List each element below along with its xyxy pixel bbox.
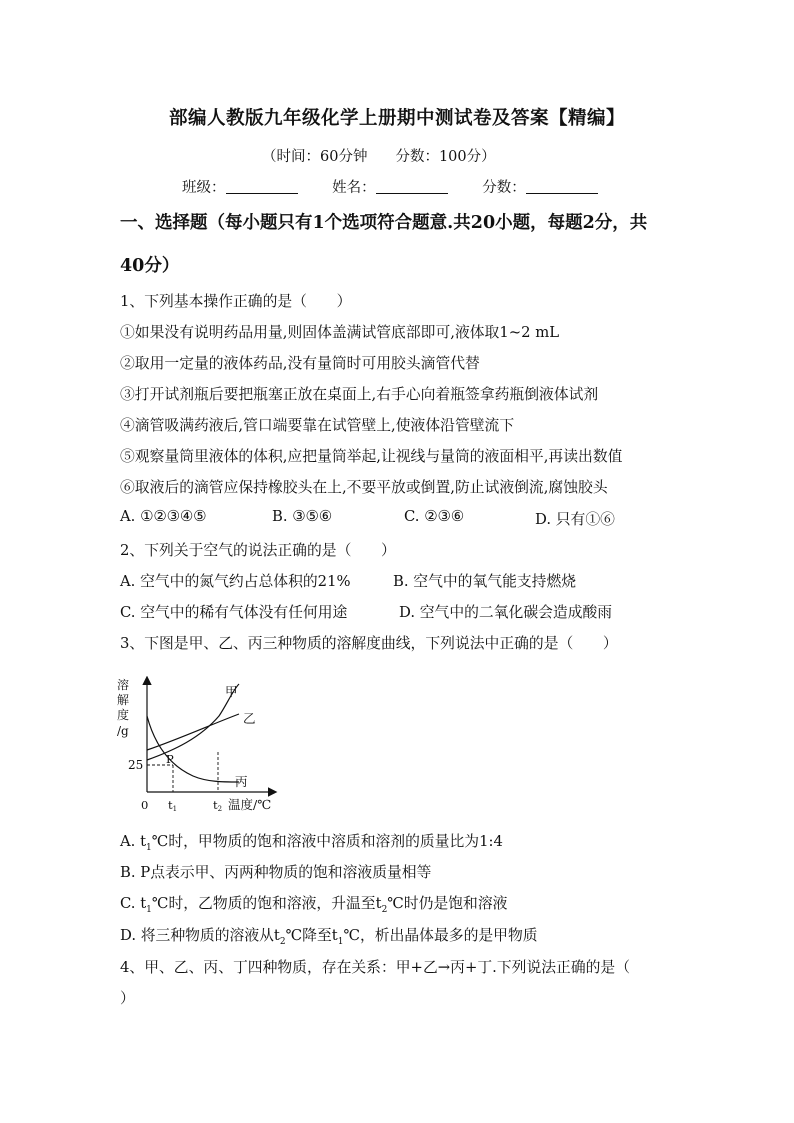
solubility-curve-figure <box>115 676 285 821</box>
section-heading: 一、选择题（每小题只有1个选项符合题意.共20小题，每题2分，共 <box>120 213 648 233</box>
time-label: （时间：60分钟 <box>262 149 368 165</box>
student-info-row <box>182 176 628 197</box>
question-4-stem-cont: ） <box>120 990 135 1007</box>
q2-option-c[interactable]: C. 空气中的稀有气体没有任何用途 <box>120 604 348 621</box>
q2-option-a[interactable]: A. 空气中的氮气约占总体积的21% <box>120 573 351 590</box>
question-2-stem: 2、下列关于空气的说法正确的是（ ） <box>120 542 396 559</box>
q1-statement: ④滴管吸满药液后,管口端要靠在试管壁上,使液体沿管壁流下 <box>120 417 515 434</box>
series-label-yi: 乙 <box>243 711 256 726</box>
total-score-label: 分数：100分） <box>395 149 496 165</box>
q2-option-b[interactable]: B. 空气中的氧气能支持燃烧 <box>393 573 577 590</box>
score-blank[interactable] <box>526 179 598 194</box>
series-label-bing: 丙 <box>235 774 248 789</box>
score-label: 分数： <box>482 180 526 196</box>
series-yi-curve <box>147 714 239 750</box>
q1-option-a[interactable]: A. ①②③④⑤ <box>120 508 207 525</box>
question-1-stem: 1、下列基本操作正确的是（ ） <box>120 293 352 310</box>
q3-option-c[interactable]: C. $t_1℃$时，乙物质的饱和溶液，升温至$t_2℃$时仍是饱和溶液 <box>120 895 508 915</box>
y-axis-label: 度 <box>117 708 130 722</box>
origin-label: 0 <box>141 798 149 812</box>
x-axis-label: 温度/℃ <box>228 797 272 812</box>
question-4-stem: 4、甲、乙、丙、丁四种物质，存在关系：甲+乙→丙+丁.下列说法正确的是（ <box>120 959 631 976</box>
q3-option-a[interactable]: A. $t_1℃$时，甲物质的饱和溶液中溶质和溶剂的质量比为1:4 <box>120 833 503 853</box>
class-label: 班级： <box>182 180 226 196</box>
q1-statement: ①如果没有说明药品用量,则固体盖满试管底部即可,液体取1~2 mL <box>120 324 560 341</box>
q1-statement: ②取用一定量的液体药品,没有量筒时可用胶头滴管代替 <box>120 355 480 372</box>
name-blank[interactable] <box>376 179 448 194</box>
series-label-jia: 甲 <box>225 684 238 699</box>
y-axis-label: 溶 <box>117 678 130 692</box>
q1-statement: ③打开试剂瓶后要把瓶塞正放在桌面上,右手心向着瓶签拿药瓶倒液体试剂 <box>120 386 599 403</box>
q1-statement: ⑥取液后的滴管应保持橡胶头在上,不要平放或倒置,防止试液倒流,腐蚀胶头 <box>120 479 608 496</box>
y-axis-label: 解 <box>117 693 130 707</box>
name-label: 姓名： <box>332 180 376 196</box>
x-tick-t1: t1 <box>168 798 178 813</box>
q3-option-d[interactable]: D. 将三种物质的溶液从$t_2℃$降至$t_1℃$，析出晶体最多的是甲物质 <box>120 927 538 947</box>
x-tick-t2: t2 <box>213 798 223 813</box>
q3-option-b[interactable]: B. P点表示甲、丙两种物质的饱和溶液质量相等 <box>120 864 432 881</box>
page-title: 部编人教版九年级化学上册期中测试卷及答案【精编】 <box>168 108 625 129</box>
q1-option-b[interactable]: B. ③⑤⑥ <box>272 508 333 525</box>
y-tick-label: 25 <box>128 758 144 772</box>
point-p-label: P <box>166 752 174 766</box>
series-bing-curve <box>147 716 239 782</box>
q1-statement: ⑤观察量筒里液体的体积,应把量筒举起,让视线与量筒的液面相平,再读出数值 <box>120 448 623 465</box>
class-blank[interactable] <box>226 179 298 194</box>
q1-option-d[interactable]: D. 只有①⑥ <box>535 511 615 528</box>
question-3-stem: 3、下图是甲、乙、丙三种物质的溶解度曲线，下列说法中正确的是（ ） <box>120 635 618 652</box>
y-axis-label: /g <box>117 724 129 738</box>
section-heading-cont: 40分） <box>120 256 180 276</box>
q2-option-d[interactable]: D. 空气中的二氧化碳会造成酸雨 <box>399 604 613 621</box>
q1-option-c[interactable]: C. ②③⑥ <box>404 508 464 525</box>
exam-meta <box>262 145 496 166</box>
